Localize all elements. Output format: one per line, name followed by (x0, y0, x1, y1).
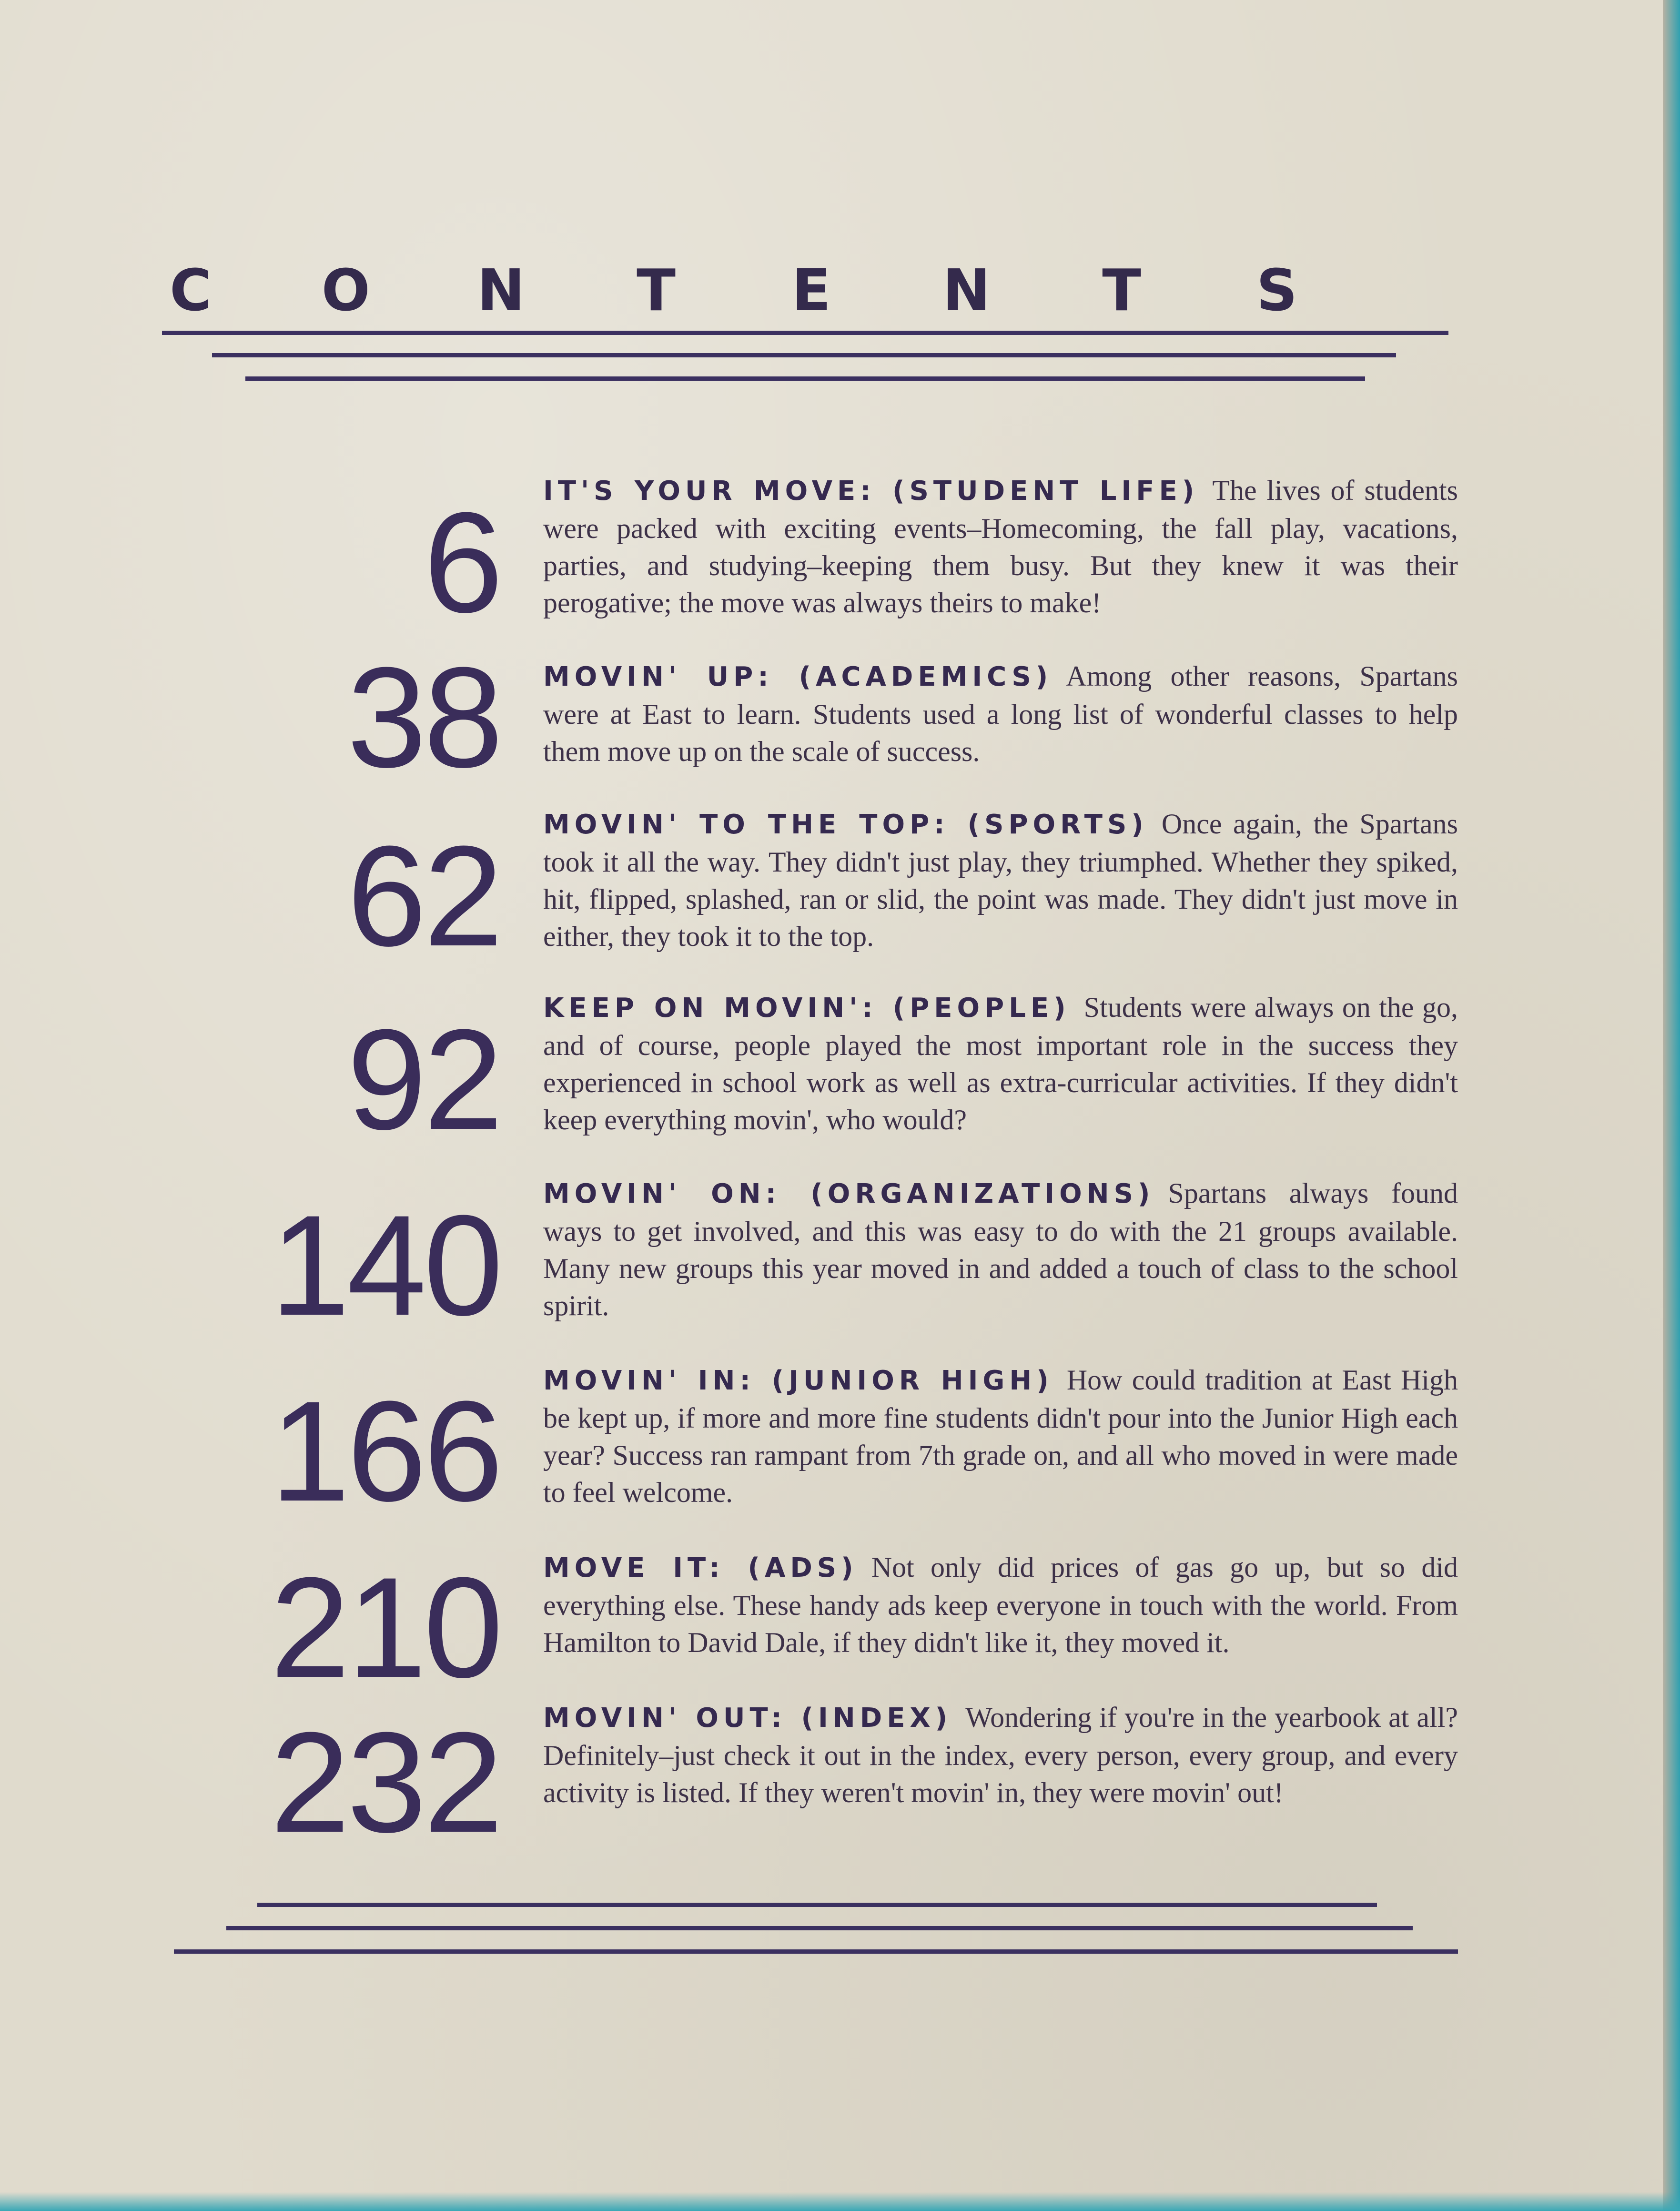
title-letter: T (1102, 257, 1142, 324)
entry-text (543, 472, 1458, 621)
bottom-rule-2 (226, 1926, 1413, 1930)
entry-heading: IT'S YOUR MOVE: (STUDENT LIFE) (543, 476, 1199, 507)
page-number: 38 (347, 637, 500, 797)
entry-text (543, 1549, 1458, 1661)
page-number: 62 (347, 816, 500, 976)
bottom-rule-1 (257, 1903, 1377, 1907)
title-letter: N (477, 257, 525, 324)
entry-description: The lives of students were packed with exciting events–Homecoming, the fall play, vacations, parties, and studying–keeping them busy. But they knew it was their perogative; the move was always theirs to make! (543, 475, 1458, 619)
entry-description: Among other reasons, Spartans were at East to learn. Students used a long list of wonderful classes to help them move up on the scale of success. (543, 660, 1458, 767)
entry-description: How could tradition at East High be kept up, if more and more fine students didn't pour into the Junior High each year? Success ran rampant from 7th grade on, and all who moved in were made to feel welcome. (543, 1364, 1458, 1508)
title-letter: O (321, 257, 370, 324)
page-number: 210 (270, 1547, 500, 1707)
entry-description: Once again, the Spartans took it all the way. They didn't just play, they triumphed. Whether they spiked, hit, flipped, splashed, ran or slid, the point was made. They didn't just move in either, they took it to the top. (543, 808, 1458, 952)
entry-heading: MOVIN' IN: (JUNIOR HIGH) (543, 1365, 1053, 1396)
entry-heading: MOVIN' ON: (ORGANIZATIONS) (543, 1178, 1155, 1209)
top-rule-1 (162, 331, 1448, 335)
entry-text (543, 1361, 1458, 1511)
title-letter: S (1256, 257, 1298, 324)
page-number: 6 (424, 482, 500, 642)
entry-description: Not only did prices of gas go up, but so did everything else. These handy ads keep everyone in touch with the world. From Hamilton to David Dale, if they didn't like it, they moved it. (543, 1552, 1458, 1658)
title-letter: N (942, 257, 991, 324)
entry-text (543, 1175, 1458, 1324)
title-letter: E (791, 257, 831, 324)
entry-description: Spartans always found ways to get involved, and this was easy to do with the 21 groups available. Many new groups this year moved in and added a touch of class to the school spirit. (543, 1177, 1458, 1321)
entry-text (543, 658, 1458, 770)
entry-text (543, 805, 1458, 955)
top-rule-3 (245, 376, 1365, 381)
entry-heading: MOVE IT: (ADS) (543, 1552, 858, 1583)
entry-description: Wondering if you're in the yearbook at all? Definitely–just check it out in the index, every person, every group, and every activity is listed. If they weren't movin' in, they were movin' out! (543, 1702, 1458, 1808)
entry-text (543, 1699, 1458, 1811)
entry-description: Students were always on the go, and of course, people played the most important role in the success they experienced in school work as well as extra-curricular activities. If they didn't keep everything movin', who would? (543, 992, 1458, 1136)
entry-heading: KEEP ON MOVIN': (PEOPLE) (543, 993, 1071, 1024)
page-number: 140 (270, 1185, 500, 1345)
title-letter: T (637, 257, 676, 324)
page-number: 92 (347, 999, 500, 1159)
page-number: 232 (270, 1702, 500, 1862)
page-bottom-edge (0, 2192, 1680, 2211)
entry-heading: MOVIN' OUT: (INDEX) (543, 1703, 952, 1734)
contents-title (162, 248, 1306, 334)
page-edge (1663, 0, 1680, 2211)
title-letter: C (169, 257, 212, 324)
entry-text (543, 989, 1458, 1138)
page-number: 166 (270, 1371, 500, 1531)
entry-heading: MOVIN' TO THE TOP: (SPORTS) (543, 809, 1148, 840)
bottom-rule-3 (174, 1949, 1458, 1954)
top-rule-2 (212, 353, 1396, 357)
entry-heading: MOVIN' UP: (ACADEMICS) (543, 661, 1053, 692)
